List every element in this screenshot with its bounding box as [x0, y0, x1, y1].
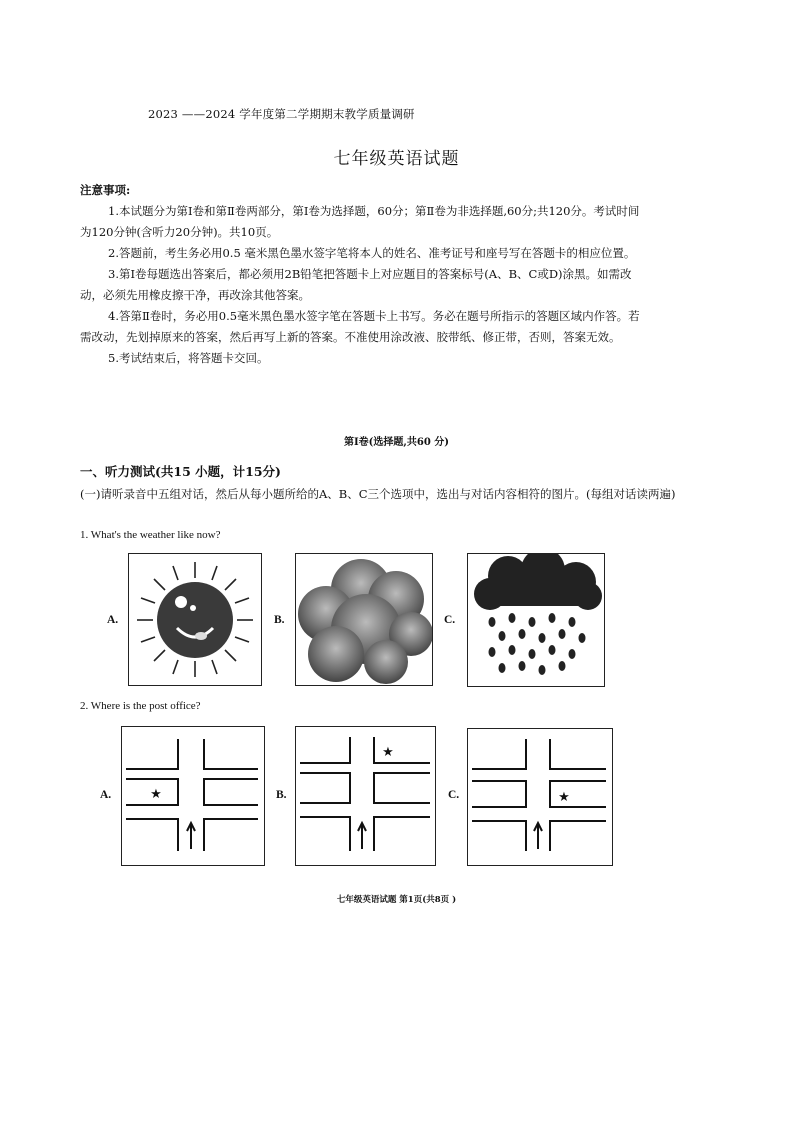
note-item-2: 2.答题前，考生务必用0.5 毫米黑色墨水签字笔将本人的姓名、准考证号和座号写在答题卡的相应位置。	[108, 246, 636, 260]
question-2: 2. Where is the post office?	[80, 700, 201, 712]
crossroads-map-icon	[296, 727, 435, 865]
map-picture-a	[121, 726, 265, 866]
notes-list	[80, 201, 640, 369]
option-1c-label: C.	[444, 614, 456, 626]
option-2b-label: B.	[276, 789, 287, 801]
listening-instruction: (一)请听录音中五组对话，然后从每小题所给的A、B、C三个选项中，选出与对话内容相符的图片。(每组对话读两遍)	[80, 487, 676, 501]
note-item-4: 4.答第Ⅱ卷时，务必用0.5毫米黑色墨水签字笔在答题卡上书写。务必在题号所指示的答题区域内作答。若需改动，先划掉原来的答案，然后再写上新的答案。不准使用涂改液、胶带纸、修正带，否则，答案无效。	[80, 309, 640, 344]
note-item-5: 5.考试结束后，将答题卡交回。	[108, 351, 269, 365]
cloud-icon	[296, 554, 432, 685]
crossroads-map-icon	[468, 729, 612, 865]
section-title: 第Ⅰ卷(选择题,共60 分)	[343, 437, 450, 448]
star-icon: ★	[150, 787, 162, 802]
rain-icon	[468, 554, 604, 686]
option-1a-label: A.	[107, 614, 119, 626]
star-icon: ★	[382, 745, 394, 760]
question-1: 1. What's the weather like now?	[80, 529, 221, 541]
exam-header: 2023 ——2024 学年度第二学期期末教学质量调研	[148, 107, 415, 121]
note-item-3: 3.第Ⅰ卷每题选出答案后，都必须用2B铅笔把答题卡上对应题目的答案标号(A、B、C或D)涂黑。如需改动，必须先用橡皮擦干净，再改涂其他答案。	[80, 267, 632, 302]
page-footer: 七年级英语试题 第1页(共8页 )	[336, 895, 457, 905]
crossroads-map-icon	[122, 727, 264, 865]
page-title: 七年级英语试题	[333, 149, 460, 169]
sun-picture	[128, 553, 262, 686]
note-item-1: 1.本试题分为第Ⅰ卷和第Ⅱ卷两部分，第Ⅰ卷为选择题，60分；第Ⅱ卷为非选择题,60分;共120分。考试时间为120分钟(含听力20分钟)。共10页。	[80, 204, 640, 239]
part-heading: 一、听力测试(共15 小题，计15分)	[80, 464, 281, 479]
option-2c-label: C.	[448, 789, 460, 801]
notes-heading: 注意事项:	[80, 183, 131, 197]
map-picture-c	[467, 728, 613, 866]
cloud-picture	[295, 553, 433, 686]
map-picture-b	[295, 726, 436, 866]
star-icon: ★	[558, 790, 570, 805]
option-2a-label: A.	[100, 789, 112, 801]
option-1b-label: B.	[274, 614, 285, 626]
sun-icon	[129, 554, 261, 685]
rain-picture	[467, 553, 605, 687]
